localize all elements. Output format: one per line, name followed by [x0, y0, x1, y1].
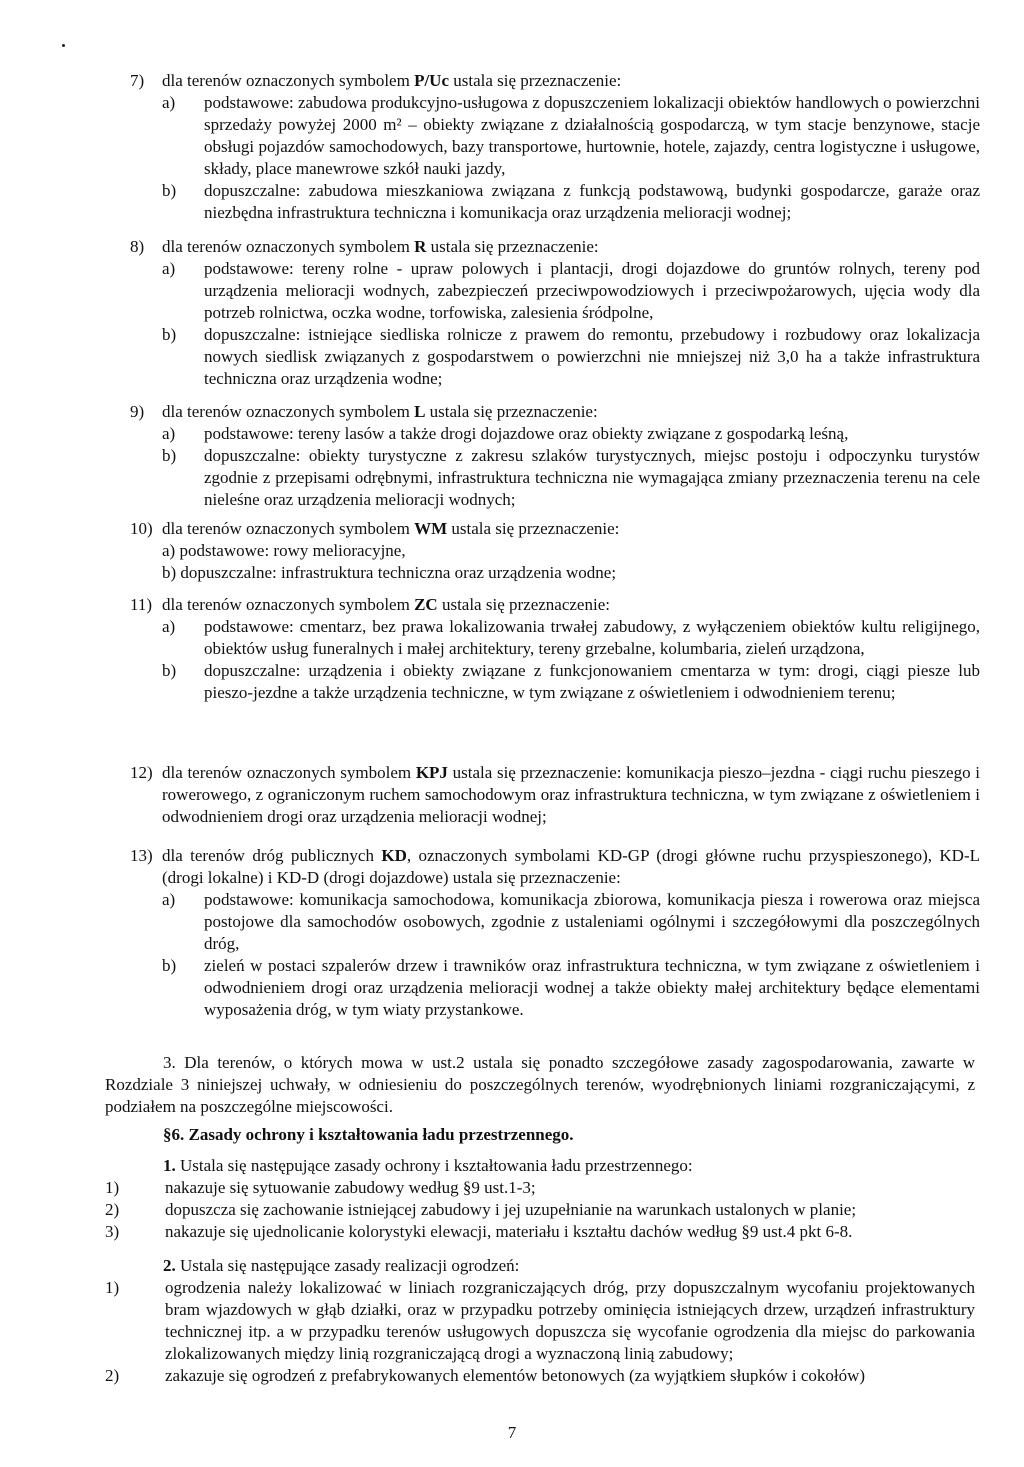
- sub-item: b) zieleń w postaci szpalerów drzew i trawników oraz infrastruktura techniczna, w tym związane z oświetleniem i odwodnieniem drogi oraz urządzenia melioracji wodnej a także obiekty małej architektury będące elementami wyposażenia dróg, w tym wiaty przystankowe.: [162, 956, 980, 1019]
- item-heading: dla terenów oznaczonych symbolem ZC ustala się przeznaczenie:: [162, 595, 610, 614]
- list-item-13: [130, 845, 980, 1021]
- sub-item: a) podstawowe: tereny lasów a także drogi dojazdowe oraz obiekty związane z gospodarką leśną,: [162, 424, 849, 443]
- scan-speck: [62, 44, 65, 47]
- section-paragraph-2: 2. Ustala się następujące zasady realizacji ogrodzeń:: [163, 1256, 520, 1275]
- item-number: 7): [130, 71, 145, 90]
- list-item-9: [130, 401, 980, 511]
- sub-item: b) dopuszczalne: infrastruktura techniczna oraz urządzenia wodne;: [162, 563, 617, 582]
- item-number: 11): [130, 595, 153, 614]
- section-heading: §6. Zasady ochrony i kształtowania ładu przestrzennego.: [163, 1125, 574, 1144]
- item-heading: dla terenów oznaczonych symbolem P/Uc ustala się przeznaczenie:: [162, 71, 622, 90]
- list-item: 1) nakazuje się sytuowanie zabudowy według §9 ust.1-3;: [105, 1178, 536, 1197]
- item-number: 13): [130, 846, 153, 865]
- sub-item: a) podstawowe: tereny rolne - upraw polowych i plantacji, drogi dojazdowe do gruntów rolnych, tereny pod urządzenia melioracji wodnych, zabezpieczeń przeciwpowodziowych i przeciwpożarowych, ujęcia wody dla potrzeb rolnictwa, oczka wodne, torfowiska, zalesienia śródpolne,: [162, 259, 980, 322]
- sub-item: b) dopuszczalne: obiekty turystyczne z zakresu szlaków turystycznych, miejsc postoju i odpoczynku turystów zgodnie z przepisami odrębnymi, infrastruktura techniczna nie wymagająca zmiany przeznaczenia terenu na cele nieleśne oraz urządzenia melioracji wodnych;: [162, 446, 980, 509]
- section-paragraph-1: 1. Ustala się następujące zasady ochrony i kształtowania ładu przestrzennego:: [163, 1156, 693, 1175]
- item-heading: dla terenów oznaczonych symbolem WM ustala się przeznaczenie:: [162, 519, 620, 538]
- sub-item: b) dopuszczalne: zabudowa mieszkaniowa związana z funkcją podstawową, budynki gospodarcze, garaże oraz niezbędna infrastruktura techniczna i komunikacja oraz urządzenia melioracji wodnej;: [162, 181, 980, 222]
- sub-item: a) podstawowe: cmentarz, bez prawa lokalizowania trwałej zabudowy, z wyłączeniem obiektów kultu religijnego, obiektów usług funeralnych i małej architektury, tereny grzebalne, kolumbaria, zieleń urządzona,: [162, 617, 980, 658]
- item-heading: dla terenów oznaczonych symbolem KPJ ustala się przeznaczenie: komunikacja pieszo–jezdna - ciągi ruchu pieszego i rowerowego, z ograniczonym ruchem samochodowym oraz infrastruktura techniczna, w tym związane z oświetleniem i odwodnieniem drogi oraz urządzenia melioracji wodnej;: [162, 763, 980, 826]
- item-heading: dla terenów oznaczonych symbolem R ustala się przeznaczenie:: [162, 237, 599, 256]
- sub-item: b) dopuszczalne: urządzenia i obiekty związane z funkcjonowaniem cmentarza w tym: drogi, ciągi piesze lub pieszo-jezdne a także urządzenia techniczne, w tym związane z oświetleniem i odwodnieniem terenu;: [162, 661, 980, 702]
- list-item: 3) nakazuje się ujednolicanie kolorystyki elewacji, materiału i kształtu dachów według §9 ust.4 pkt 6-8.: [105, 1222, 853, 1241]
- item-number: 10): [130, 519, 153, 538]
- list-item: 1) ogrodzenia należy lokalizować w liniach rozgraniczających dróg, przy dopuszczalnym wycofaniu projektowanych bram wjazdowych w głąb działki, oraz w przypadku potrzeby ominięcia istniejących drzew, urządzeń infrastruktury technicznej itp. a w przypadku terenów usługowych dopuszcza się wycofanie ogrodzenia dla miejsc do parkowania zlokalizowanych między linią rozgraniczającą drogi a wyznaczoną linią zabudowy;: [105, 1278, 975, 1363]
- list-item: 2) dopuszcza się zachowanie istniejącej zabudowy i jej uzupełnianie na warunkach ustalonych w planie;: [105, 1200, 857, 1219]
- item-number: 12): [130, 763, 153, 782]
- sub-item: a) podstawowe: rowy melioracyjne,: [162, 541, 406, 560]
- item-number: 8): [130, 237, 145, 256]
- paragraph-3: 3. Dla terenów, o których mowa w ust.2 ustala się ponadto szczegółowe zasady zagospodarowania, zawarte w Rozdziale 3 niniejszej uchwały, w odniesieniu do poszczególnych terenów, wyodrębnionych liniami rozgraniczającymi, z podziałem na poszczególne miejscowości.: [105, 1053, 975, 1116]
- section-list-2: [105, 1277, 975, 1387]
- sub-item: b) dopuszczalne: istniejące siedliska rolnicze z prawem do remontu, przebudowy i rozbudowy oraz lokalizacja nowych siedlisk związanych z gospodarstwem o powierzchni nie mniejszej niż 3,0 ha a także infrastruktura techniczna oraz urządzenia wodne;: [162, 325, 980, 388]
- sub-item: a) podstawowe: zabudowa produkcyjno-usługowa z dopuszczeniem lokalizacji obiektów handlowych o powierzchni sprzedaży powyżej 2000 m² – obiekty związane z działalnością gospodarczą, w tym stacje benzynowe, stacje obsługi pojazdów samochodowych, bazy transportowe, hurtownie, hotele, zajazdy, centra logistyczne i usługowe, składy, place manewrowe szkół nauki jazdy,: [162, 93, 980, 178]
- item-number: 9): [130, 402, 145, 421]
- section-list-1: [105, 1177, 975, 1243]
- item-heading: dla terenów oznaczonych symbolem L ustala się przeznaczenie:: [162, 402, 598, 421]
- list-item-7: [130, 70, 980, 224]
- list-item-8: [130, 236, 980, 390]
- list-item-12: [130, 762, 980, 828]
- list-item: 2) zakazuje się ogrodzeń z prefabrykowanych elementów betonowych (za wyjątkiem słupków i cokołów): [105, 1366, 866, 1385]
- list-item-10: [130, 518, 980, 584]
- list-item-11: [130, 594, 980, 704]
- item-heading: dla terenów dróg publicznych KD, oznaczonych symbolami KD-GP (drogi główne ruchu przyspieszonego), KD-L (drogi lokalne) i KD-D (drogi dojazdowe) ustala się przeznaczenie:: [162, 846, 980, 887]
- page-number: 7: [507, 1423, 517, 1442]
- sub-item: a) podstawowe: komunikacja samochodowa, komunikacja zbiorowa, komunikacja piesza i rowerowa oraz miejsca postojowe dla samochodów osobowych, zgodnie z ustaleniami ogólnymi i szczegółowymi dla poszczególnych dróg,: [162, 890, 980, 953]
